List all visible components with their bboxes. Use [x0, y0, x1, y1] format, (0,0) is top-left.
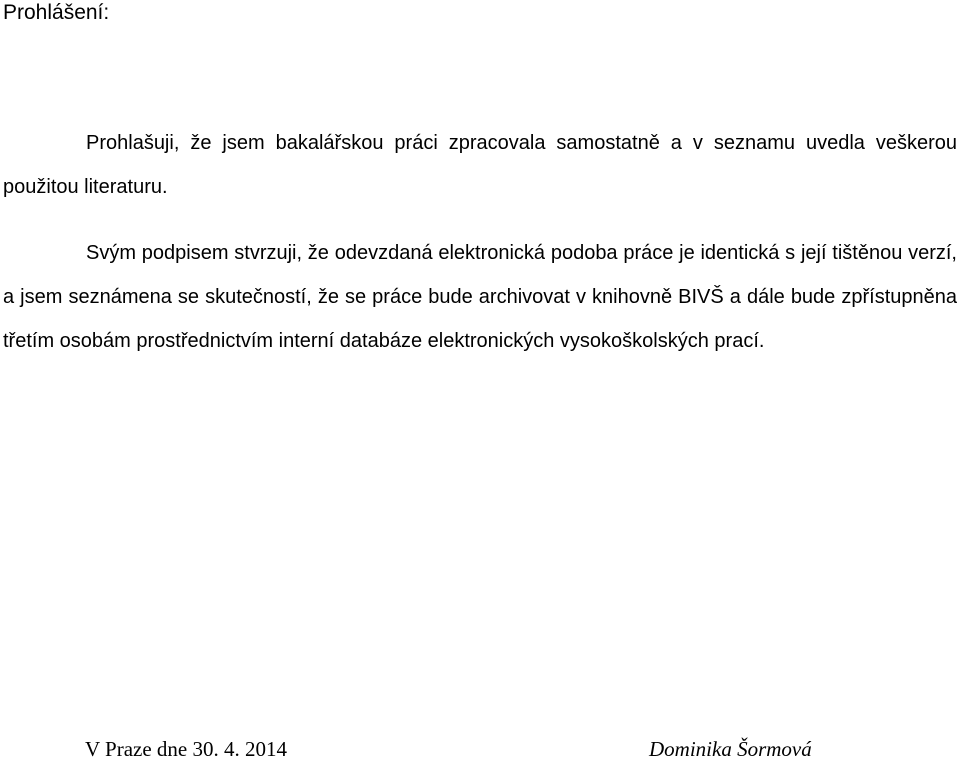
consent-paragraph: Svým podpisem stvrzuji, že odevzdaná elektronická podoba práce je identická s její tištěnou verzí, a jsem seznámena se skutečností, že se práce bude archivovat v knihovně BIVŠ a dále bude zpřístupněna třetím osobám prostřednictvím interní databáze elektronických vysokoškolských prací. [3, 242, 957, 352]
page-title: Prohlášení: [3, 1, 110, 24]
place-and-date: V Praze dne 30. 4. 2014 [85, 737, 287, 761]
declaration-paragraph: Prohlašuji, že jsem bakalářskou práci zpracovala samostatně a v seznamu uvedla veškerou použitou literaturu. [3, 132, 957, 198]
author-signature: Dominika Šormová [649, 737, 812, 761]
